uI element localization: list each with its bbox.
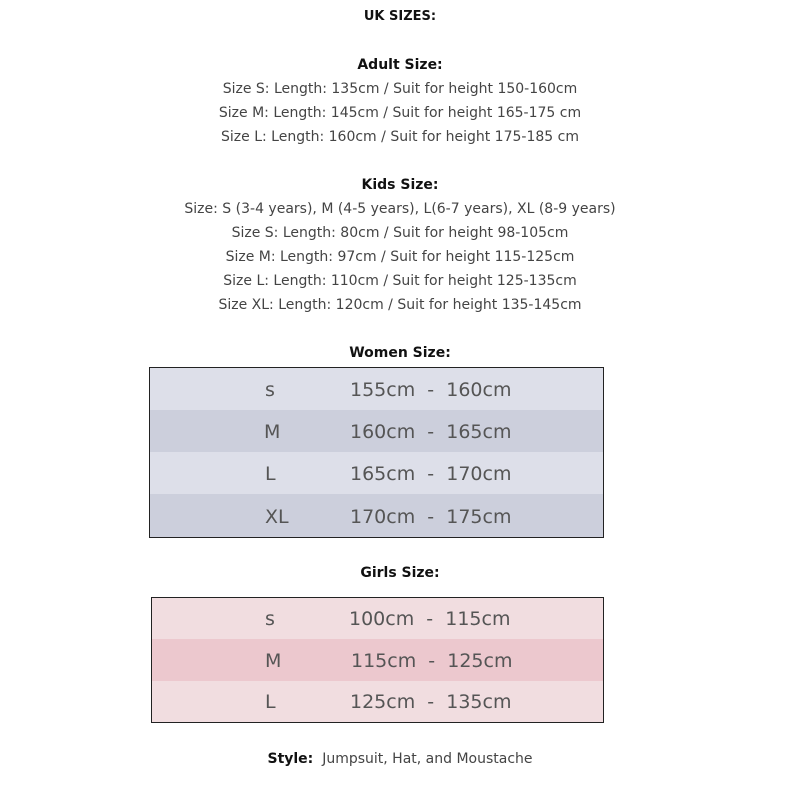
women-size-table: [149, 367, 604, 538]
style-value: Jumpsuit, Hat, and Moustache: [322, 751, 533, 767]
range-cell: 160cm - 165cm: [350, 421, 512, 443]
kids-size-line: Size M: Length: 97cm / Suit for height 115-125cm: [225, 249, 575, 265]
kids-size-line: Size S: Length: 80cm / Suit for height 98-105cm: [231, 225, 569, 241]
table-row: [150, 368, 603, 410]
style-label: Style:: [267, 751, 314, 767]
size-cell: L: [265, 463, 276, 485]
kids-size-line: Size: S (3-4 years), M (4-5 years), L(6-7 years), XL (8-9 years): [184, 201, 616, 217]
kids-size-line: Size XL: Length: 120cm / Suit for height 135-145cm: [218, 297, 582, 313]
adult-size-line: Size S: Length: 135cm / Suit for height 150-160cm: [222, 81, 578, 97]
range-cell: 155cm - 160cm: [350, 379, 512, 401]
size-cell: XL: [265, 506, 289, 528]
size-cell: M: [265, 650, 282, 672]
kids-size-heading: Kids Size:: [361, 177, 439, 193]
style-line: [0, 751, 800, 767]
women-size-heading: Women Size:: [349, 345, 451, 361]
table-row: [152, 598, 603, 639]
range-cell: 125cm - 135cm: [350, 691, 512, 713]
table-row: [152, 639, 603, 681]
adult-size-line: Size M: Length: 145cm / Suit for height 165-175 cm: [218, 105, 582, 121]
range-cell: 115cm - 125cm: [351, 650, 513, 672]
range-cell: 170cm - 175cm: [350, 506, 512, 528]
girls-size-table: [151, 597, 604, 723]
table-row: [150, 410, 603, 452]
page-title: UK SIZES:: [363, 9, 437, 24]
table-row: [152, 681, 603, 722]
kids-size-line: Size L: Length: 110cm / Suit for height 125-135cm: [223, 273, 577, 289]
size-cell: s: [265, 379, 275, 401]
size-cell: L: [265, 691, 276, 713]
adult-size-line: Size L: Length: 160cm / Suit for height 175-185 cm: [221, 129, 579, 145]
adult-size-heading: Adult Size:: [357, 57, 443, 73]
range-cell: 100cm - 115cm: [349, 608, 511, 630]
size-cell: s: [265, 608, 275, 630]
table-row: [150, 494, 603, 537]
range-cell: 165cm - 170cm: [350, 463, 512, 485]
size-cell: M: [264, 421, 281, 443]
girls-size-heading: Girls Size:: [360, 565, 440, 581]
table-row: [150, 452, 603, 494]
